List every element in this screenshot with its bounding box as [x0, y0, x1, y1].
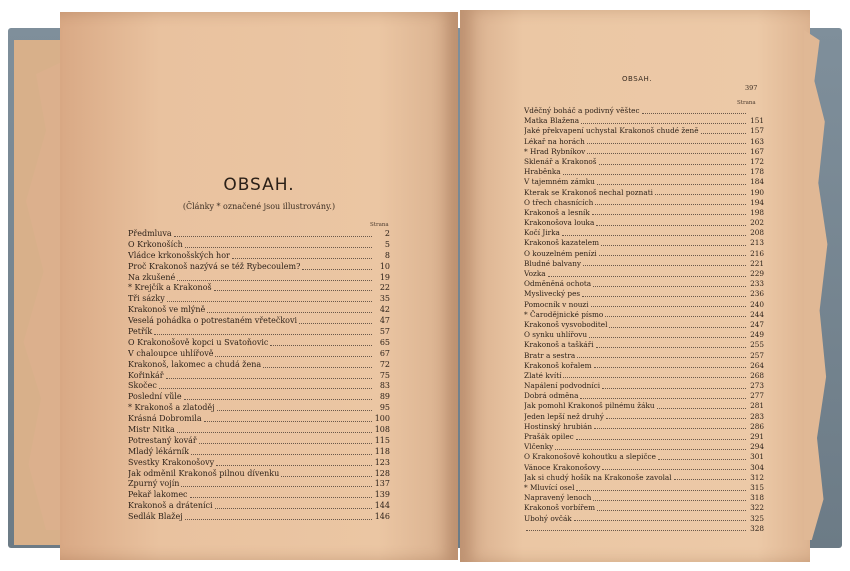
- toc-entry-title: Dobrá odměna: [524, 391, 579, 401]
- dot-leader: [593, 500, 746, 501]
- toc-entry: [128, 479, 390, 490]
- dot-leader: [263, 367, 372, 368]
- toc-entry-page: 89: [379, 392, 390, 402]
- toc-entry: [524, 514, 764, 524]
- dot-leader: [232, 258, 372, 259]
- toc-entry: [128, 294, 390, 305]
- dot-leader: [215, 508, 372, 509]
- toc-entry-title: Petřík: [128, 327, 153, 337]
- dot-leader: [596, 347, 746, 348]
- toc-entry: [524, 401, 764, 411]
- toc-entry-title: Krakonoš vorbířem: [524, 503, 595, 513]
- dot-leader: [594, 367, 747, 368]
- toc-entry: [524, 198, 764, 208]
- toc-entry-page: 5: [384, 239, 390, 249]
- toc-entry-title: Krásná Dobromila: [128, 414, 202, 424]
- toc-entry-title: Hraběnka: [524, 167, 561, 177]
- toc-entry: [128, 283, 390, 294]
- toc-entry-title: Jaké překvapení uchystal Krakonoš chudé ženě: [524, 126, 699, 136]
- toc-entry-page: 146: [374, 512, 390, 522]
- dot-leader: [563, 377, 746, 378]
- dot-leader: [597, 510, 746, 511]
- toc-entry-page: 328: [750, 523, 764, 533]
- dot-leader: [270, 345, 372, 346]
- running-head: OBSAH.: [622, 75, 652, 83]
- toc-entry-title: Prašák opilec: [524, 432, 574, 441]
- toc-entry-page: 157: [750, 126, 764, 136]
- toc-entry-page: 75: [379, 370, 390, 380]
- toc-entry-title: Jak si chudý hošík na Krakonoše zavolal: [524, 472, 672, 482]
- toc-entry: [524, 228, 764, 238]
- toc-entry: [524, 116, 764, 126]
- toc-entry: [128, 458, 390, 469]
- dot-leader: [583, 265, 746, 266]
- toc-entry-title: Napálení podvodníci: [524, 381, 601, 391]
- toc-entry-page: 236: [750, 289, 764, 299]
- toc-entry-title: Krakonoš a taškáři: [524, 340, 594, 350]
- toc-entry-page: 294: [750, 442, 764, 452]
- dot-leader: [177, 432, 372, 433]
- dot-leader: [577, 357, 746, 358]
- toc-entry: [128, 251, 390, 262]
- toc-entry-page: 247: [750, 319, 764, 329]
- toc-entry-page: 257: [750, 350, 764, 360]
- toc-entry-title: Krakonoš a dráteníci: [128, 501, 213, 511]
- toc-entry: [524, 503, 764, 513]
- dot-leader: [190, 497, 372, 498]
- dot-leader: [217, 410, 372, 411]
- dot-leader: [655, 194, 746, 195]
- toc-entry: [524, 493, 764, 503]
- dot-leader: [299, 323, 372, 324]
- page-title: OBSAH.: [223, 175, 295, 195]
- toc-entry: [524, 188, 764, 198]
- toc-entry-page: 249: [750, 330, 764, 340]
- toc-entry-title: Kočí Jirka: [524, 228, 560, 238]
- toc-entry-page: 318: [750, 493, 764, 503]
- toc-entry: [128, 273, 390, 284]
- toc-entry-title: O Krakonošově kopci u Svatoňovic: [128, 337, 269, 347]
- toc-entry: [128, 512, 390, 523]
- dot-leader: [602, 469, 746, 470]
- dot-leader: [580, 398, 746, 399]
- toc-entry: [128, 381, 390, 392]
- dot-leader: [281, 476, 372, 477]
- toc-entry-page: 115: [374, 435, 390, 445]
- toc-entry-title: Kterak se Krakonoš nechal poznati: [524, 187, 653, 197]
- toc-entry-title: Krakonoš kazatelem: [524, 238, 600, 248]
- toc-entry-title: Sklenář a Krakonoš: [524, 156, 597, 166]
- toc-entry: [524, 208, 764, 218]
- toc-entry: [524, 391, 764, 401]
- toc-entry-title: Krakonoš, lakomec a chudá žena: [128, 359, 262, 369]
- toc-entry: [524, 432, 764, 442]
- toc-entry-page: 123: [374, 457, 390, 467]
- toc-entry-title: Vděčný boháč a podivný věštec: [524, 106, 640, 115]
- toc-entry: [128, 490, 390, 501]
- toc-entry-page: 67: [379, 348, 390, 358]
- dot-leader: [609, 327, 746, 328]
- toc-entry-page: 47: [379, 316, 390, 326]
- toc-entry: [524, 473, 764, 483]
- toc-entry-title: O Krakonošově kohoutku a slepičce: [524, 452, 656, 462]
- toc-entry-page: 277: [750, 391, 764, 401]
- dot-leader: [526, 530, 746, 531]
- toc-entry-page: 268: [750, 370, 764, 380]
- dot-leader: [674, 479, 746, 480]
- toc-entry-page: 221: [750, 258, 764, 268]
- toc-entry-page: 118: [374, 446, 390, 456]
- toc-entry-title: Švestky Krakonošovy: [128, 457, 215, 467]
- toc-entry-title: O třech chasnících: [524, 197, 594, 207]
- toc-entry: [524, 422, 764, 432]
- toc-entry-title: Pekař lakomec: [128, 490, 188, 500]
- toc-entry-title: Jeden lepší než druhý: [524, 411, 604, 421]
- toc-entry-page: 233: [750, 279, 764, 289]
- toc-entry-title: Odměněná ochota: [524, 279, 592, 289]
- dot-leader: [596, 225, 746, 226]
- dot-leader: [181, 486, 372, 487]
- toc-entry: [128, 392, 390, 403]
- toc-entry-title: Potrestaný kovář: [128, 435, 197, 445]
- toc-entry: [524, 300, 764, 310]
- toc-entry-page: 281: [750, 401, 764, 411]
- toc-list-left: [128, 229, 390, 523]
- toc-entry-title: O Krkonoších: [128, 239, 183, 249]
- toc-entry: [524, 137, 764, 147]
- dot-leader: [185, 247, 372, 248]
- toc-entry: [524, 361, 764, 371]
- toc-entry: [524, 269, 764, 279]
- toc-entry-title: Kořinkář: [128, 370, 164, 380]
- dot-leader: [587, 143, 746, 144]
- dot-leader: [599, 255, 746, 256]
- dot-leader: [177, 280, 372, 281]
- toc-entry-title: * Čarodějnické písmo: [524, 309, 604, 319]
- toc-entry-page: 22: [379, 283, 390, 293]
- toc-entry-page: 283: [750, 411, 764, 421]
- toc-entry-page: 65: [379, 337, 390, 347]
- toc-entry-title: Veselá pohádka o potrestaném vřetečkovi: [128, 316, 298, 326]
- toc-entry-page: 72: [379, 359, 390, 369]
- page-number: 397: [745, 84, 758, 92]
- toc-entry-title: Matka Blažena: [524, 116, 580, 126]
- toc-entry-page: 229: [750, 269, 764, 278]
- dot-leader: [216, 465, 372, 466]
- toc-entry: [524, 483, 764, 493]
- toc-entry: [524, 442, 764, 452]
- toc-entry: [524, 259, 764, 269]
- toc-entry-title: O kouzelném penízi: [524, 248, 597, 258]
- toc-entry: [128, 447, 390, 458]
- toc-entry: [128, 360, 390, 371]
- dot-leader: [215, 356, 372, 357]
- toc-entry: [524, 381, 764, 391]
- toc-entry: [128, 327, 390, 338]
- dot-leader: [154, 334, 372, 335]
- toc-entry-title: Vánoce Krakonošovy: [524, 462, 601, 472]
- toc-entry-title: * Hrad Rybníkov: [524, 146, 586, 156]
- toc-entry: [524, 524, 764, 534]
- dot-leader: [658, 459, 746, 460]
- toc-entry-title: Jak odměnil Krakonoš pilnou dívenku: [128, 468, 280, 478]
- toc-entry-page: 100: [374, 414, 390, 424]
- toc-entry: [524, 238, 764, 248]
- toc-entry-title: Na zkušené: [128, 272, 176, 282]
- toc-entry-title: Krakonoš kořalem: [524, 360, 592, 370]
- toc-entry-title: * Mluvící osel: [524, 482, 575, 492]
- toc-entry-title: Zlaté kvítí: [524, 370, 562, 380]
- toc-entry: [128, 425, 390, 436]
- toc-entry-page: 315: [750, 482, 764, 492]
- dot-leader: [166, 378, 372, 379]
- toc-entry: [128, 262, 390, 273]
- dot-leader: [563, 174, 746, 175]
- toc-entry-title: Jak pomohl Krakonoš pilnému žáku: [524, 401, 655, 411]
- toc-entry-page: 83: [379, 381, 390, 391]
- toc-entry-page: 35: [379, 294, 390, 304]
- dot-leader: [207, 312, 372, 313]
- toc-entry: [128, 501, 390, 512]
- toc-entry-title: Vlčenky: [524, 442, 554, 452]
- toc-entry-title: Krakonošova louka: [524, 218, 595, 228]
- dot-leader: [191, 454, 372, 455]
- toc-entry-page: 208: [750, 228, 764, 238]
- toc-entry: [524, 371, 764, 381]
- toc-entry-page: 301: [750, 452, 764, 462]
- toc-entry: [128, 436, 390, 447]
- toc-entry-title: V chaloupce uhlířově: [128, 348, 214, 358]
- toc-entry-title: Předmluva: [128, 229, 172, 238]
- toc-entry-title: Bratr a sestra: [524, 350, 576, 360]
- toc-entry-page: 213: [750, 238, 764, 248]
- toc-entry: [524, 126, 764, 136]
- dot-leader: [602, 388, 746, 389]
- toc-entry-title: Sedlák Blažej: [128, 512, 183, 522]
- toc-entry: [128, 338, 390, 349]
- toc-entry: [524, 177, 764, 187]
- dot-leader: [657, 408, 746, 409]
- toc-entry: [524, 310, 764, 320]
- toc-entry-page: 163: [750, 136, 764, 146]
- toc-entry: [524, 320, 764, 330]
- toc-entry-page: 8: [384, 250, 390, 260]
- dot-leader: [591, 306, 746, 307]
- toc-entry: [524, 289, 764, 299]
- toc-entry: [524, 412, 764, 422]
- toc-entry-page: 42: [379, 305, 390, 315]
- toc-entry: [128, 414, 390, 425]
- toc-entry-page: 167: [750, 146, 764, 156]
- toc-entry: [128, 229, 390, 240]
- toc-entry-page: 137: [374, 479, 390, 489]
- toc-entry-page: 57: [379, 327, 390, 337]
- toc-entry-title: Krakonoš vysvoboditel: [524, 319, 608, 329]
- dot-leader: [593, 286, 746, 287]
- toc-entry: [128, 349, 390, 360]
- column-header-right: Strana: [737, 100, 756, 106]
- toc-entry-title: Krakonoš ve mlýně: [128, 305, 206, 315]
- toc-entry: [524, 279, 764, 289]
- toc-entry: [128, 403, 390, 414]
- dot-leader: [605, 316, 746, 317]
- toc-entry: [524, 157, 764, 167]
- toc-entry: [128, 305, 390, 316]
- dot-leader: [576, 490, 746, 491]
- dot-leader: [214, 290, 372, 291]
- toc-entry: [524, 218, 764, 228]
- toc-entry-title: V tajemném zámku: [524, 177, 595, 187]
- dot-leader: [581, 123, 746, 124]
- dot-leader: [587, 153, 746, 154]
- toc-entry-page: 95: [379, 403, 390, 413]
- dot-leader: [606, 418, 746, 419]
- dot-leader: [204, 421, 372, 422]
- dot-leader: [701, 133, 746, 134]
- dot-leader: [576, 439, 746, 440]
- dot-leader: [184, 399, 372, 400]
- dot-leader: [601, 245, 746, 246]
- toc-entry-page: 19: [379, 272, 390, 282]
- toc-entry-title: Mladý lékárník: [128, 446, 189, 456]
- toc-entry-page: 240: [750, 299, 764, 309]
- toc-entry-page: 184: [750, 177, 764, 187]
- toc-entry-title: Mistr Nitka: [128, 425, 175, 435]
- toc-entry-title: * Krejčík a Krakonoš: [128, 283, 212, 293]
- toc-entry: [524, 330, 764, 340]
- toc-entry-title: Lékař na horách: [524, 136, 585, 146]
- toc-entry: [524, 167, 764, 177]
- toc-entry-title: Myslivecký pes: [524, 289, 581, 299]
- dot-leader: [589, 337, 746, 338]
- toc-entry-title: Vládce krkonošských hor: [128, 250, 230, 260]
- toc-entry-page: 291: [750, 432, 764, 441]
- toc-entry-title: Zpurný vojín: [128, 479, 180, 489]
- toc-entry-page: 202: [750, 218, 764, 228]
- toc-entry-page: 286: [750, 421, 764, 431]
- toc-entry: [524, 106, 764, 116]
- dot-leader: [185, 519, 372, 520]
- toc-entry-title: Bludné balvany: [524, 258, 582, 268]
- toc-entry-page: 264: [750, 360, 764, 370]
- toc-entry-page: 273: [750, 381, 764, 391]
- dot-leader: [597, 184, 746, 185]
- toc-entry-title: Krakonoš a lesník: [524, 207, 590, 217]
- dot-leader: [642, 113, 746, 114]
- toc-entry-title: Vozka: [524, 269, 546, 278]
- toc-entry-title: Skočec: [128, 381, 157, 391]
- toc-entry-title: Tři sázky: [128, 294, 165, 304]
- toc-entry: [524, 452, 764, 462]
- toc-entry-title: Ubohý ovčák: [524, 513, 572, 523]
- dot-leader: [167, 301, 372, 302]
- toc-entry-page: 198: [750, 207, 764, 217]
- dot-leader: [582, 296, 746, 297]
- dot-leader: [562, 235, 746, 236]
- toc-entry: [524, 147, 764, 157]
- toc-entry: [128, 316, 390, 327]
- toc-entry-page: 194: [750, 197, 764, 207]
- toc-entry-page: 151: [750, 116, 764, 126]
- toc-entry-page: 325: [750, 513, 764, 523]
- dot-leader: [595, 204, 746, 205]
- toc-entry: [128, 469, 390, 480]
- toc-entry: [524, 351, 764, 361]
- toc-entry-title: Poslední vůle: [128, 392, 182, 402]
- toc-entry-page: 178: [750, 167, 764, 177]
- toc-entry-page: 255: [750, 340, 764, 350]
- toc-entry: [524, 249, 764, 259]
- toc-entry-page: 190: [750, 187, 764, 197]
- toc-entry-page: 144: [374, 501, 390, 511]
- dot-leader: [574, 520, 746, 521]
- toc-entry-title: Pomocník v nouzi: [524, 299, 589, 309]
- toc-entry-page: 139: [374, 490, 390, 500]
- toc-entry: [128, 240, 390, 251]
- toc-entry-page: 244: [750, 309, 764, 319]
- page-subtitle: (Články * označené jsou illustrovány.): [182, 202, 336, 211]
- toc-entry-title: Hostinský hrubián: [524, 421, 593, 431]
- toc-entry-page: 216: [750, 248, 764, 258]
- toc-entry-title: Napravený lenoch: [524, 493, 592, 503]
- column-header-left: Strana: [370, 222, 389, 228]
- toc-entry-page: 322: [750, 503, 764, 513]
- toc-entry: [524, 340, 764, 350]
- toc-entry-page: 128: [374, 468, 390, 478]
- dot-leader: [302, 269, 372, 270]
- toc-entry: [128, 371, 390, 382]
- dot-leader: [592, 214, 746, 215]
- toc-entry-page: 108: [374, 425, 390, 435]
- toc-entry-page: 10: [379, 261, 390, 271]
- dot-leader: [199, 443, 372, 444]
- dot-leader: [548, 276, 746, 277]
- toc-entry-title: * Krakonoš a zlatoděj: [128, 403, 215, 413]
- toc-entry-title: O synku uhlířovu: [524, 330, 588, 340]
- toc-list-right: [524, 106, 764, 534]
- dot-leader: [594, 428, 746, 429]
- dot-leader: [174, 236, 372, 237]
- dot-leader: [599, 164, 746, 165]
- dot-leader: [555, 449, 746, 450]
- toc-entry-page: 172: [750, 156, 764, 166]
- toc-entry-page: 312: [750, 472, 764, 482]
- dot-leader: [159, 388, 372, 389]
- toc-entry-title: Proč Krakonoš nazývá se též Rybecoulem?: [128, 261, 301, 271]
- toc-entry: [524, 463, 764, 473]
- toc-entry-page: 304: [750, 462, 764, 472]
- toc-entry-page: 2: [384, 229, 390, 238]
